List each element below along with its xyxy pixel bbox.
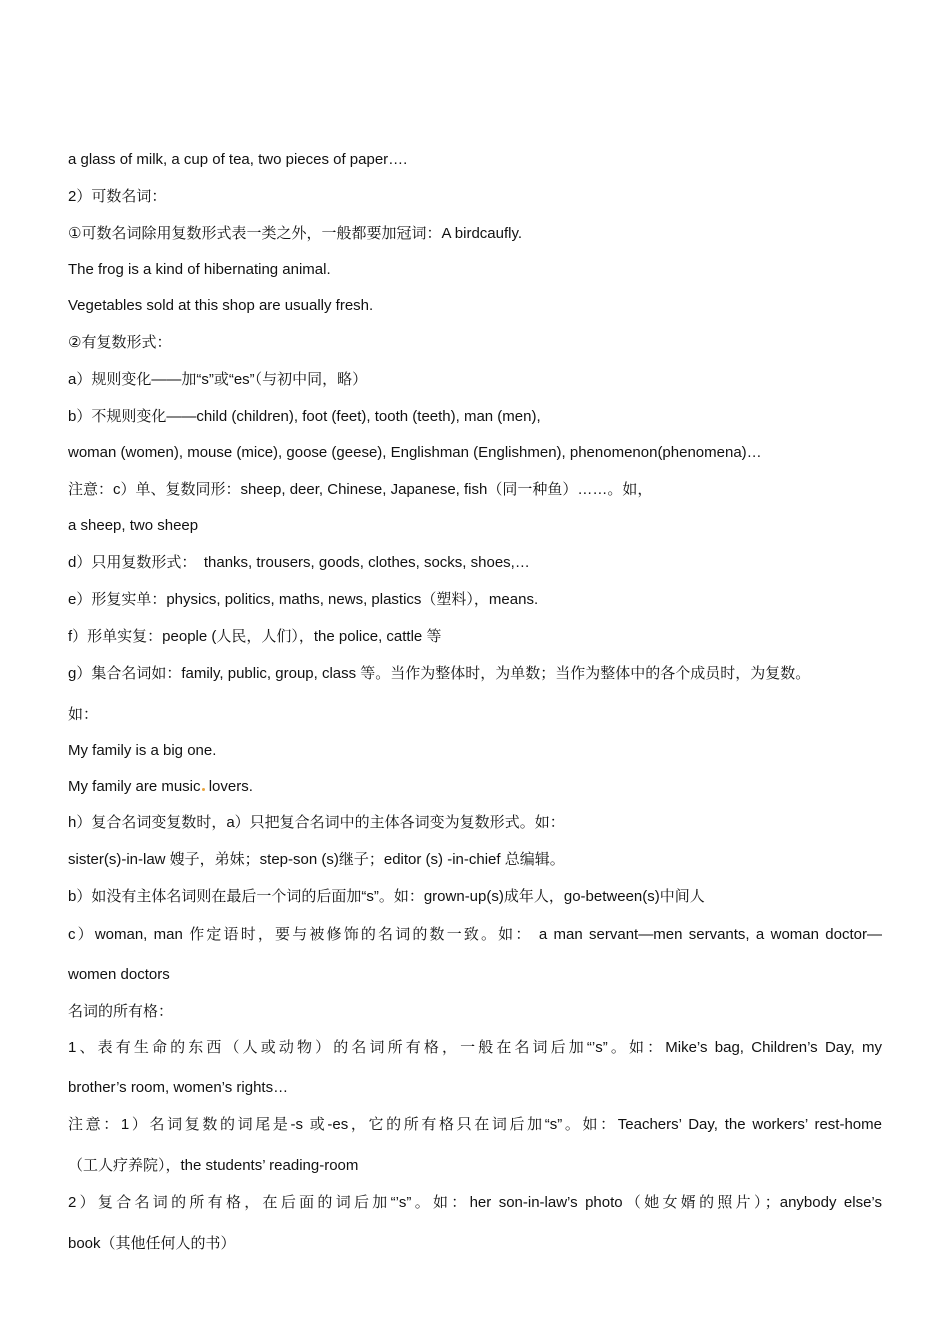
text-line: 2）复合名词的所有格，在后面的词后加“’s”。如：her son-in-law’s photo（她女婿的照片）；anybody else’s [68, 1194, 882, 1211]
text-line: a sheep, two sheep [68, 517, 199, 534]
text-line: d）只用复数形式： thanks, trousers, goods, clothes, socks, shoes,… [68, 554, 530, 571]
text-line: sister(s)-in-law 嫂子，弟妹；step-son (s)继子；editor (s) -in-chief 总编辑。 [68, 851, 565, 868]
text-line: g）集合名词如：family, public, group, class 等。当作为整体时，为单数；当作为整体中的各个成员时，为复数。 [68, 665, 811, 682]
text-line: a glass of milk, a cup of tea, two pieces of paper…. [68, 151, 408, 168]
text-line: The frog is a kind of hibernating animal. [68, 261, 331, 278]
text-line: f）形单实复：people (人民，人们），the police, cattle 等 [68, 628, 442, 645]
text-line: 注意：c）单、复数同形：sheep, deer, Chinese, Japanese, fish（同一种鱼）……。如， [68, 481, 653, 498]
text-line: ①可数名词除用复数形式表一类之外，一般都要加冠词：A birdcaufly. [68, 225, 523, 242]
text-line: c）woman, man 作定语时，要与被修饰的名词的数一致。如： a man servant—men servants, a woman doctor— [68, 926, 882, 943]
text-line: 注意：1）名词复数的词尾是-s 或-es，它的所有格只在词后加“s”。如：Teachers’ Day, the workers’ rest-home [68, 1116, 882, 1133]
text-line: My family is a big one. [68, 742, 217, 759]
text-line: 名词的所有格： [68, 1003, 174, 1020]
text-line: woman (women), mouse (mice), goose (geese), Englishman (Englishmen), phenomenon(phenomena)… [68, 444, 762, 461]
text-line: 如： [68, 706, 99, 723]
text-line: 2）可数名词： [68, 188, 167, 205]
text-line: e）形复实单：physics, politics, maths, news, plastics（塑料），means. [68, 591, 539, 608]
text-line: h）复合名词变复数时，a）只把复合名词中的主体各词变为复数形式。如： [68, 814, 565, 831]
text-line: 1、表有生命的东西（人或动物）的名词所有格，一般在名词后加“’s”。如：Mike’s bag, Children’s Day, my [68, 1039, 882, 1056]
text-fragment: lovers. [204, 778, 253, 795]
text-line: b）不规则变化——child (children), foot (feet), tooth (teeth), man (men), [68, 408, 541, 425]
text-line: ②有复数形式： [68, 334, 172, 351]
text-line [68, 777, 253, 797]
text-line: b）如没有主体名词则在最后一个词的后面加“s”。如：grown-up(s)成年人，go-between(s)中间人 [68, 888, 705, 905]
text-line: women doctors [68, 966, 170, 983]
text-line: （工人疗养院），the students’ reading-room [68, 1157, 359, 1174]
text-line: book（其他任何人的书） [68, 1235, 236, 1252]
text-line: a）规则变化——加“s”或“es”（与初中同，略） [68, 371, 368, 388]
text-line: brother’s room, women’s rights… [68, 1079, 289, 1096]
text-fragment: My family are music [68, 778, 201, 795]
text-line: Vegetables sold at this shop are usually fresh. [68, 297, 374, 314]
